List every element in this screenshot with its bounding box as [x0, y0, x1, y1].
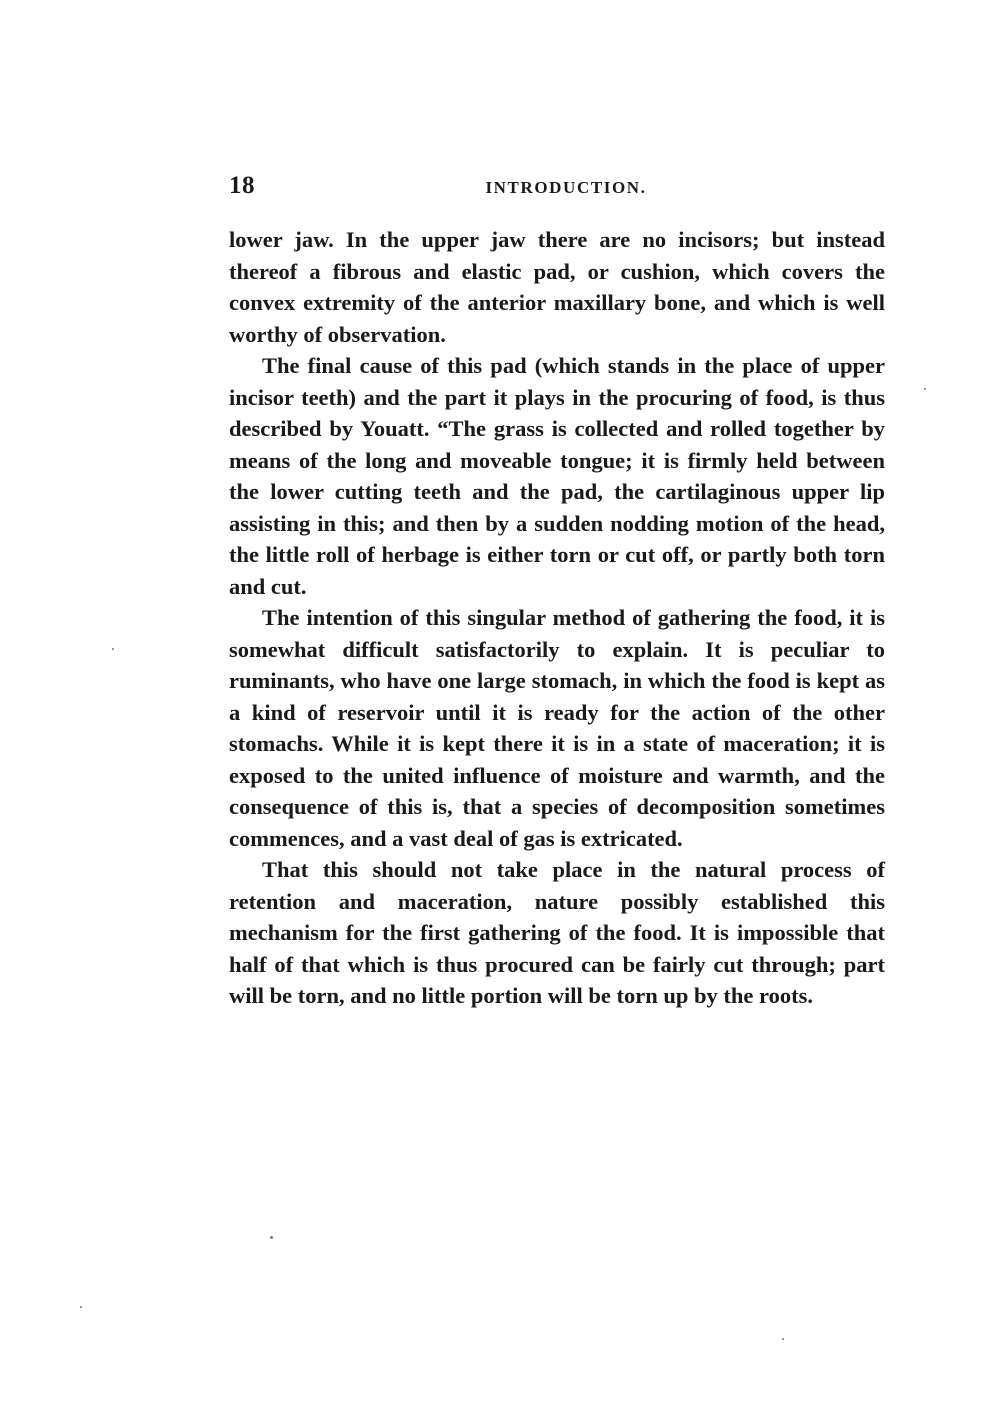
scan-speck [112, 648, 114, 650]
paragraph: That this should not take place in the natural process of retention and maceration, nature possibly established this mechanism for the first gathering of the food. It is impossible that half of that which is thus procured can be fairly cut through; part will be torn, and no little portion will be torn up by the roots. [229, 857, 885, 1008]
page-number: 18 [229, 172, 255, 199]
paragraph: The final cause of this pad (which stands in the place of upper incisor teeth) and the part it plays in the procuring of food, is thus described by Youatt. “The grass is collected and rolled together by means of the long and moveable tongue; it is firmly held between the lower cutting teeth and the pad, the cartilaginous upper lip assisting in this; and then by a sudden nodding motion of the head, the little roll of herbage is either torn or cut off, or partly both torn and cut. [229, 353, 885, 599]
scan-speck [924, 388, 926, 390]
paragraph: The intention of this singular method of gathering the food, it is somewhat difficult satisfactorily to explain. It is peculiar to ruminants, who have one large stomach, in which the food is kept as a kind of reservoir until it is ready for the action of the other stomachs. While it is kept there it is in a state of maceration; it is exposed to the united influence of moisture and warmth, and the consequence of this is, that a species of decomposition sometimes commences, and a vast deal of gas is extricated. [229, 605, 885, 851]
running-head [229, 168, 885, 208]
scan-speck [782, 1338, 784, 1340]
paragraph-continued: lower jaw. In the upper jaw there are no incisors; but instead thereof a fibrous and elastic pad, or cushion, which covers the convex extremity of the anterior maxillary bone, and which is well worthy of observation. [229, 227, 885, 347]
scan-speck [270, 1236, 273, 1239]
scan-speck [80, 1306, 82, 1308]
body-text [229, 224, 885, 1012]
running-title: INTRODUCTION. [485, 178, 647, 197]
